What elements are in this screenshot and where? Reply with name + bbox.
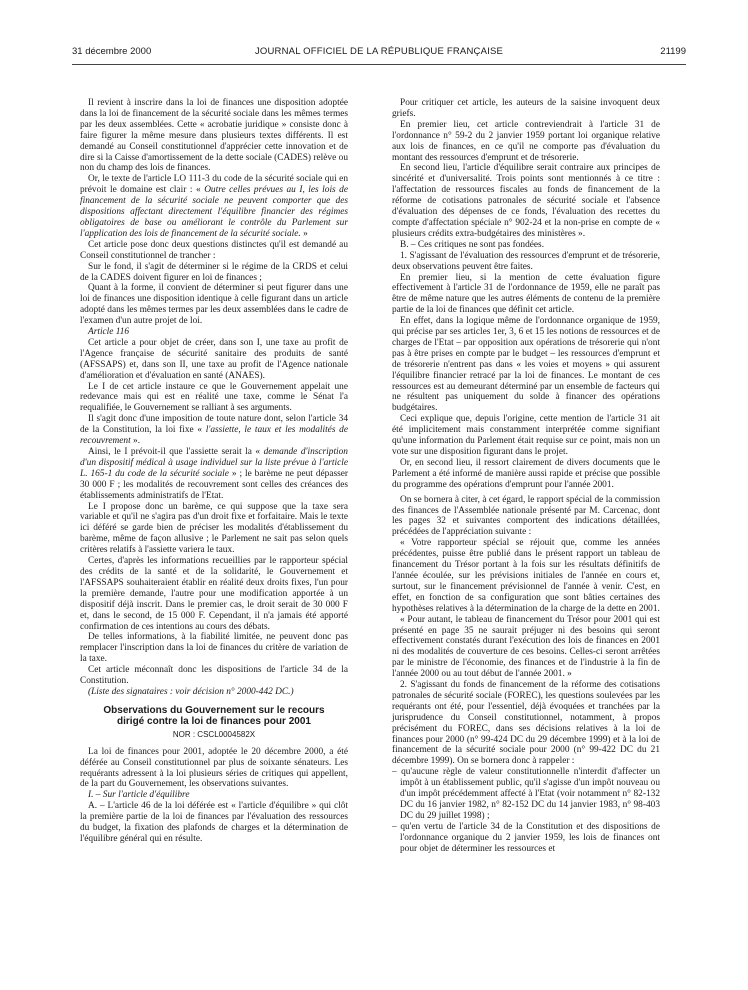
article-heading: Article 116 (88, 327, 130, 338)
paragraph: 2. S'agissant du fonds de financement de la réforme des cotisations patronales de sécurité sociale (FOREC), les questions soulevées par les requérants ont été, pour l'essentiel, déjà évoquées et tranchées par la jurisprudence du Conseil constitutionnel, notamment, à propos précisément du FOREC, dans ses décisions relatives à la loi de finances pour 2000 (n° 99-424 DC du 29 décembre 1999) et à la loi de financement de la sécurité sociale pour 2000 (n° 99-422 DC du 21 décembre 1999). On se bornera donc à rappeler : (392, 680, 660, 767)
header-journal-title: JOURNAL OFFICIEL DE LA RÉPUBLIQUE FRANÇAISE (254, 46, 504, 57)
paragraph: Le I propose donc un barème, ce qui suppose que la taxe sera variable et qu'il ne s'agira pas d'un droit fixe et forfaitaire. Mais le texte ici déféré se garde bien de préciser les modalités d'établissement du barème, même de façon allusive ; le Parlement ne sait pas selon quels critères relatifs à l'assiette variera le taux. (80, 501, 348, 556)
quotation: « Pour autant, le tableau de financement du Trésor pour 2001 qui est présenté en page 35 ne saurait préjuger ni des besoins qui seront effectivement constatés durant l'exécution des lois de finances en 2001 ni des modalités de couverture de ces besoins. Celles-ci seront arrêtées par le ministre de l'économie, des finances et de l'industrie à la fin de l'année 2000 ou au tout début de l'année 2001. » (392, 614, 660, 680)
observations-title: Observations du Gouvernement sur le recours dirigé contre la loi de finances pour 2001 (103, 704, 325, 728)
paragraph: On se bornera à citer, à cet égard, le rapport spécial de la commission des finances de l'Assemblée nationale présenté par M. Carcenac, dont les pages 32 et suivantes comportent des indications détaillées, précédées de l'appréciation suivante : (392, 494, 660, 538)
paragraph: Ceci explique que, depuis l'origine, cette mention de l'article 31 ait été implicitement mais constamment interprétée comme signifiant qu'une information du Parlement était requise sur ce point, mais non un vote sur une disposition figurant dans le projet. (392, 414, 660, 457)
nor-reference: NOR : CSCL0004582X (172, 729, 256, 739)
quotation: « Votre rapporteur spécial se réjouit que, comme les années précédentes, puisse être publié dans le présent rapport un tableau de financement du Trésor portant à la fois sur les résultats définitifs de l'année écoulée, sur les prévisions initiales de l'année en cours et, surtout, sur le financement prévisionnel de l'année à venir. C'est, en effet, en fonction de sa configuration que sont bâties certaines des hypothèses relatives à la détermination de la charge de la dette en 2001. (392, 538, 660, 614)
paragraph: De telles informations, à la fiabilité limitée, ne peuvent donc pas remplacer l'inscription dans la loi de finances du critère de variation de la taxe. (80, 632, 348, 665)
signataires-note: (Liste des signataires : voir décision n° 2000-442 DC.) (88, 686, 294, 697)
paragraph: Or, en second lieu, il ressort clairement de divers documents que le Parlement a été informé de manière aussi rapide et précise que possible du programme des opérations d'emprunt pour l'année 2001. (392, 457, 660, 490)
paragraph: Pour critiquer cet article, les auteurs de la saisine invoquent deux griefs. (392, 98, 660, 119)
right-column (392, 98, 660, 855)
list-item: – qu'aucune règle de valeur constitutionnelle n'interdit d'affecter un impôt à un établissement public, qu'il s'agisse d'un impôt nouveau ou d'un impôt précédemment affecté à l'Etat (voir notamment n° 82-132 DC du 16 janvier 1982, n° 82-152 DC du 14 janvier 1983, n° 98-403 DC du 29 juillet 1998) ; (392, 767, 660, 821)
paragraph: 1. S'agissant de l'évaluation des ressources d'emprunt et de trésorerie, deux observations peuvent être faites. (392, 250, 660, 272)
paragraph: Sur le fond, il s'agit de déterminer si le régime de la CRDS et celui de la CADES doivent figurer en loi de finances ; (80, 261, 348, 283)
paragraph: En second lieu, l'article d'équilibre serait contraire aux principes de sincérité et d'universalité. Trois points sont mentionnés à ce titre : l'affectation de ressources fiscales au fonds de financement de la réforme de cotisations patronales de sécurité sociale et l'absence d'évaluation des dépenses de ce fonds, l'évaluation des recettes du compte d'affectation spéciale n° 902-24 et la non-prise en compte de « plusieurs crédits extra-budgétaires des ministères ». (392, 163, 660, 239)
paragraph: En effet, dans la logique même de l'ordonnance organique de 1959, qui précise par ses articles 1er, 3, 6 et 15 les notions de ressources et de charges de l'Etat – par opposition aux opérations de trésorerie qui n'ont pas à être prises en compte par le budget – les ressources d'emprunt et de trésorerie n'entrent pas dans « les voies et moyens » qui assurent l'équilibre financier retracé par la loi de finances. Le montant de ces ressources est au demeurant déterminé par un ensemble de facteurs qui ne résultent pas uniquement du solde à financer des opérations budgétaires. (392, 316, 660, 414)
paragraph: B. – Ces critiques ne sont pas fondées. (400, 239, 545, 250)
list-item: – qu'en vertu de l'article 34 de la Constitution et des dispositions de l'ordonnance organique du 2 janvier 1959, les lois de finances ont pour objet de déterminer les ressources et (392, 821, 660, 854)
paragraph: A. – L'article 46 de la loi déférée est « l'article d'équilibre » qui clôt la première partie de la loi de finances par l'évaluation des ressources du budget, la fixation des plafonds de charges et la détermination de l'équilibre général qui en résulte. (80, 801, 348, 844)
paragraph: Certes, d'après les informations recueillies par le rapporteur spécial des crédits de la santé et de la solidarité, le Gouvernement et l'AFSSAPS souhaiteraient établir en réalité deux droits fixes, l'un pour la première demande, l'autre pour une modification apportée à un dispositif déjà inscrit. Dans le premier cas, le droit serait de 30 000 F et, dans le second, de 15 000 F. Cependant, il n'a jamais été apporté confirmation de ces intentions au cours des débats. (80, 556, 348, 632)
left-column (80, 98, 348, 845)
paragraph: En premier lieu, si la mention de cette évaluation figure effectivement à l'article 31 de l'ordonnance de 1959, elle ne paraît pas être de même nature que les autres éléments de contenu de la première partie de la loi de finances que définit cet article. (392, 272, 660, 316)
paragraph: Il revient à inscrire dans la loi de finances une disposition adoptée dans la loi de financement de la sécurité sociale dans les mêmes termes par les deux assemblées. Cette « acrobatie juridique » consiste donc à faire figurer la même mesure dans plusieurs textes différents. Il est demandé au Conseil constitutionnel d'apprécier cette innovation et de dire si la Caisse d'amortissement de la dette sociale (CADES) relève ou non du champ des lois de finances. (80, 98, 348, 174)
header-rule (72, 64, 686, 65)
paragraph: Il s'agit donc d'une imposition de toute nature dont, selon l'article 34 de la Constitution, la loi fixe « l'assiette, le taux et les modalités de recouvrement ». (80, 414, 348, 447)
paragraph: En premier lieu, cet article contreviendrait à l'article 31 de l'ordonnance n° 59-2 du 2 janvier 1959 portant loi organique relative aux lois de finances, en ce qu'il ne comporte pas d'évaluation du montant des ressources d'emprunt et de trésorerie. (392, 119, 660, 163)
page-header (72, 46, 686, 60)
header-date: 31 décembre 2000 (72, 46, 152, 57)
paragraph: La loi de finances pour 2001, adoptée le 20 décembre 2000, a été déférée au Conseil constitutionnel par plus de soixante sénateurs. Les requérants adressent à la loi plusieurs séries de critiques qui appellent, de la part du Gouvernement, les observations suivantes. (80, 746, 348, 790)
paragraph: Or, le texte de l'article LO 111-3 du code de la sécurité sociale qui en prévoit le domaine est clair : « Outre celles prévues au I, les lois de financement de la sécurité sociale ne peuvent comporter que des dispositions affectant directement l'équilibre financier des régimes obligatoires de base ou améliorant le contrôle du Parlement sur l'application des lois de financement de la sécurité sociale. » (80, 174, 348, 239)
paragraph: Cet article méconnaît donc les dispositions de l'article 34 de la Constitution. (80, 665, 348, 687)
paragraph: Le I de cet article instaure ce que le Gouvernement appelait une redevance mais qui est en réalité une taxe, comme le Sénat l'a requalifiée, le Gouvernement se ralliant à ses arguments. (80, 381, 348, 414)
paragraph: Ainsi, le I prévoit-il que l'assiette serait la « demande d'inscription d'un dispositif médical à usage individuel sur la liste prévue à l'article L. 165-1 du code de la sécurité sociale » ; le barème ne peut dépasser 30 000 F ; les modalités de recouvrement sont celles des créances des établissements administratifs de l'Etat. (80, 447, 349, 501)
paragraph: Cet article pose donc deux questions distinctes qu'il est demandé au Conseil constitutionnel de trancher : (80, 239, 348, 261)
paragraph: Quant à la forme, il convient de déterminer si peut figurer dans une loi de finances une disposition identique à celle figurant dans un article adopté dans les mêmes termes par les deux assemblées dans le cadre de l'examen d'un autre projet de loi. (80, 283, 348, 327)
paragraph: Cet article a pour objet de créer, dans son I, une taxe au profit de l'Agence française de sécurité sanitaire des produits de santé (AFSSAPS) et, dans son II, une taxe au profit de l'Agence nationale d'amélioration et d'évaluation en santé (ANAES). (80, 337, 348, 381)
header-page-number: 21199 (660, 46, 686, 57)
section-heading: I. – Sur l'article d'équilibre (88, 790, 190, 801)
